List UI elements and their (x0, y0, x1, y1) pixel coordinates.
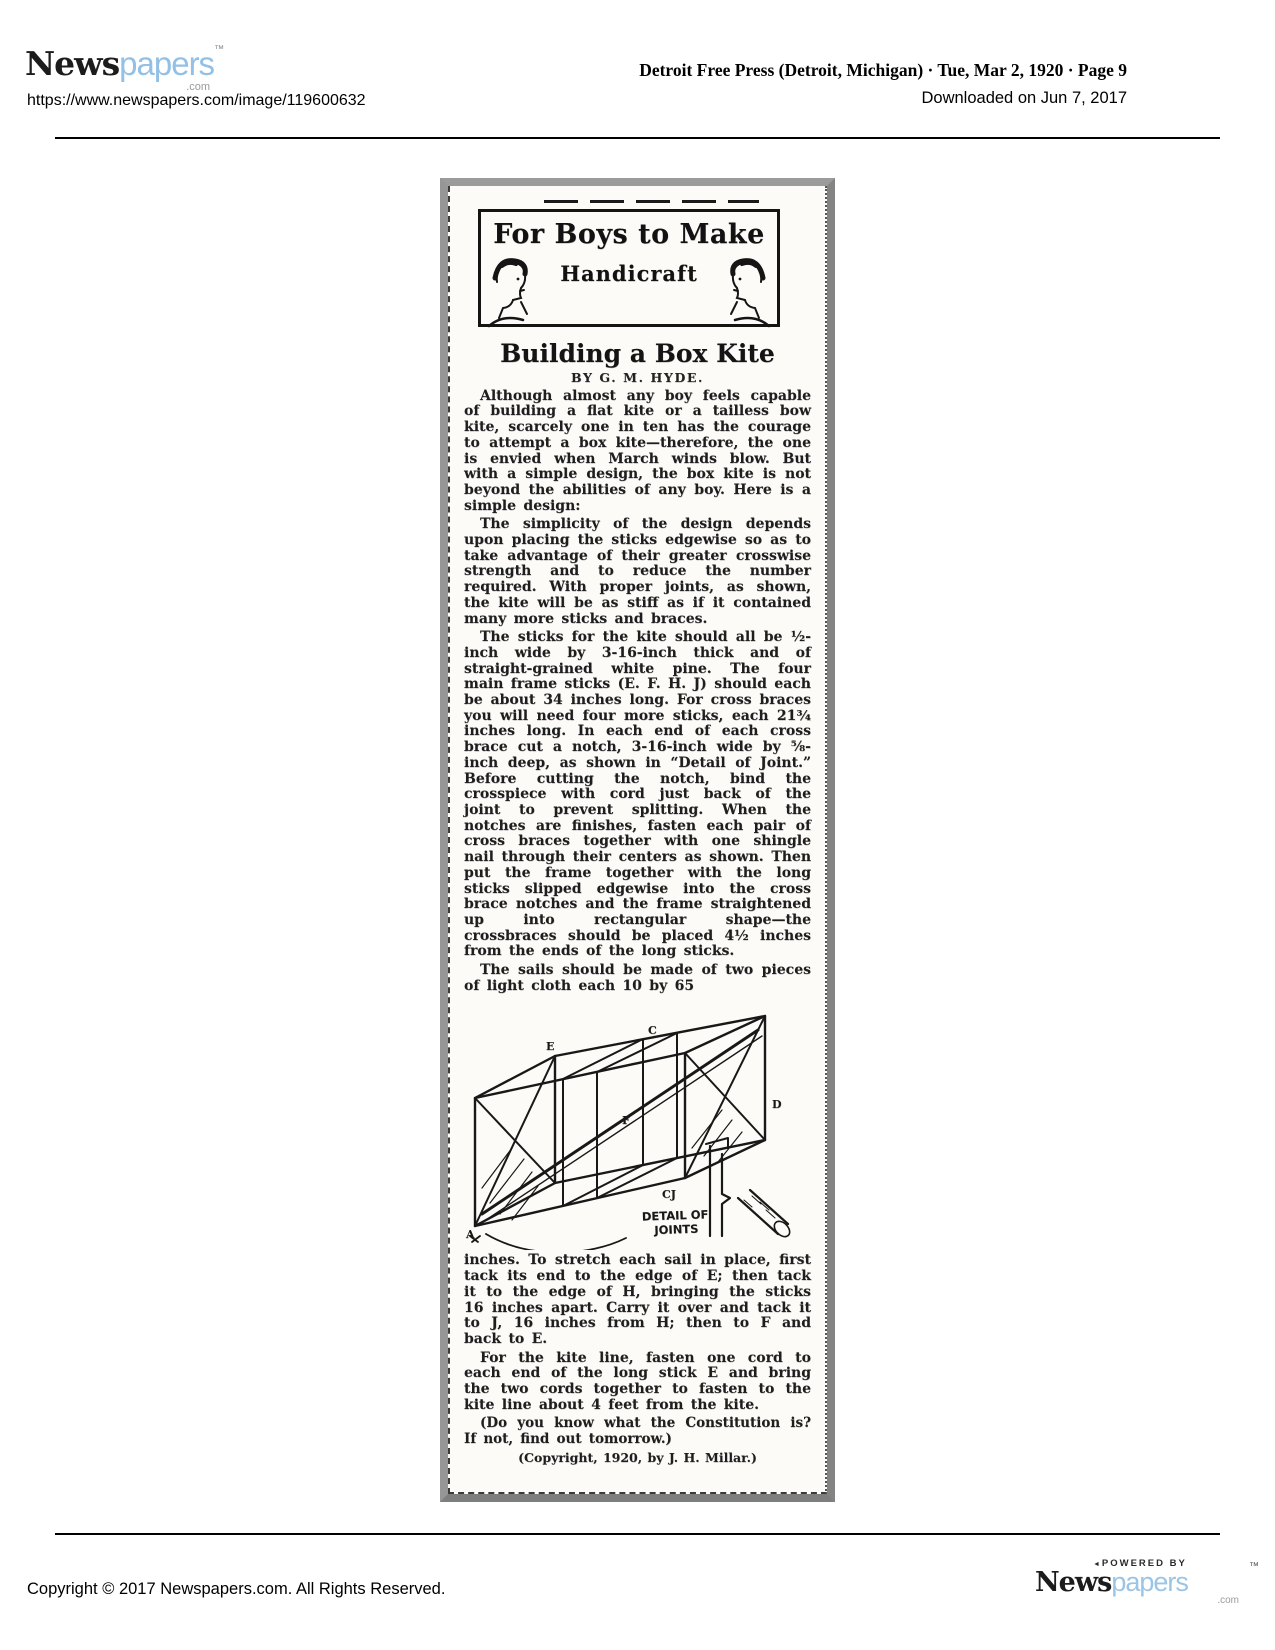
box-kite-illustration (460, 998, 805, 1250)
kite-label-f: F (622, 1114, 630, 1128)
footer-logo-tm-mark: ™ (1249, 1561, 1259, 1572)
article-paragraph: The sticks for the kite should all be ½-inch wide by 3-16-inch thick and of straight-grained white pine. The four main frame sticks (E. F. H. J) should each be about 34 inches long. For cross braces you will need four more sticks, each 21¾ inches long. In each end of each cross brace cut a notch, 3-16-inch wide by ⅝-inch deep, as shown in “Detail of Joint.” Before cutting the notch, bind the crosspiece with cord just back of the joint to prevent splitting. When the notches are finishes, fasten each pair of cross braces together with one shingle nail through their centers as shown. Then put the frame together with the long sticks slipped edgewise into the cross brace notches and the frame straightened up into rectangular shape—the crossbraces should be placed 4½ inches from the ends of the long sticks. (464, 629, 811, 960)
teaser-note: (Do you know what the Constitution is? If not, find out tomorrow.) (464, 1415, 811, 1448)
footer-logo-news-text: News (1035, 1567, 1112, 1598)
scan-artifact-line (544, 200, 759, 203)
boy-head-right-illustration (719, 252, 775, 330)
article-paragraph: inches. To stretch each sail in place, first tack its end to the edge of E; then tack it to the edge of H, bringing the sticks 16 inches apart. Carry it over and tack it to J, 16 inches from H; then to F and back to E. (464, 1252, 811, 1347)
detail-of-joints-label-2: JOINTS (654, 1222, 699, 1238)
top-divider (55, 137, 1220, 139)
bottom-divider (55, 1533, 1220, 1535)
article-paragraph: The sails should be made of two pieces of light cloth each 10 by 65 (464, 962, 811, 994)
column-banner (478, 209, 780, 327)
logo-com-text: .com (186, 81, 211, 93)
boy-head-left-illustration (483, 252, 539, 330)
header-meta (639, 60, 1127, 108)
banner-subtitle: Handicraft (560, 261, 698, 286)
logo-news-text: News (25, 44, 120, 83)
kite-label-a: A (466, 1228, 475, 1242)
powered-by-label: ◄ POWERED BY (1093, 1558, 1245, 1569)
footer-logo-com-text: .com (1217, 1595, 1239, 1606)
article-byline: BY G. M. HYDE. (571, 370, 704, 385)
logo-papers-text: papers (119, 45, 215, 82)
kite-label-c: C (648, 1024, 657, 1038)
article-paragraph: For the kite line, fasten one cord to each end of the long stick E and bring the two cords together to fasten to the kite line about 4 feet from the kite. (464, 1349, 811, 1413)
footer-copyright: Copyright © 2017 Newspapers.com. All Rights Reserved. (27, 1580, 446, 1598)
article-headline: Building a Box Kite (500, 339, 775, 368)
clipping-image (440, 178, 835, 1502)
clipping-copyright: (Copyright, 1920, by J. H. Millar.) (518, 1449, 757, 1465)
kite-label-e: E (546, 1040, 555, 1054)
powered-by-logo (1035, 1558, 1259, 1606)
kite-label-j: CJ (662, 1188, 676, 1202)
logo-tm-mark: ™ (214, 44, 225, 55)
article-paragraph: Although almost any boy feels capable of building a flat kite or a tailless bow kite, scarcely one in ten has the courage to attempt a box kite—therefore, the one is envied when March winds blow. But with a simple design, the box kite is not beyond the abilities of any boy. Here is a simple design: (464, 387, 811, 514)
source-url: https://www.newspapers.com/image/119600632 (27, 92, 366, 109)
newspaper-scan (448, 186, 827, 1494)
footer-logo-papers-text: papers (1111, 1567, 1188, 1597)
banner-title: For Boys to Make (493, 219, 765, 250)
downloaded-line: Downloaded on Jun 7, 2017 (921, 89, 1127, 107)
kite-label-d: D (772, 1098, 782, 1112)
detail-of-joints-label: DETAIL OF (641, 1207, 709, 1225)
article-paragraph: The simplicity of the design depends upon placing the sticks edgewise so as to take advantage of their greater crosswise strength and to reduce the number required. With proper joints, as shown, the kite will be as stiff as if it contained many more sticks and braces. (464, 516, 811, 627)
newspapers-logo (25, 44, 225, 93)
publication-line: Detroit Free Press (Detroit, Michigan) · Tue, Mar 2, 1920 · Page 9 (639, 60, 1127, 80)
